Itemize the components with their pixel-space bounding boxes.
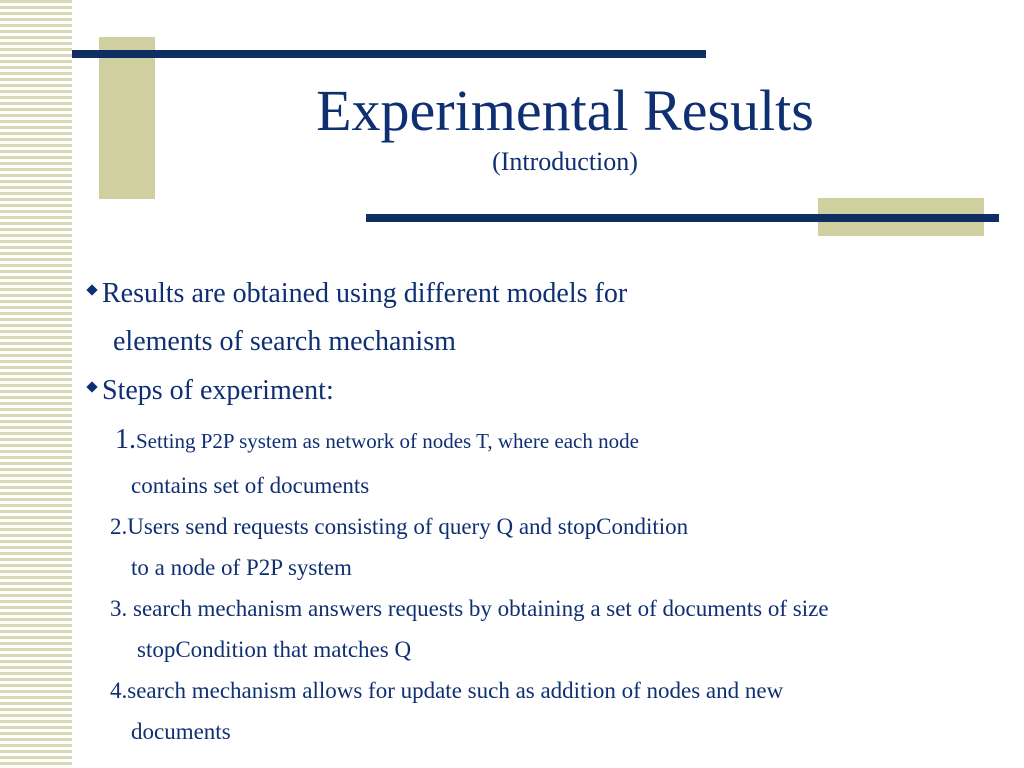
slide-subtitle: (Introduction)	[492, 147, 638, 176]
step-4-line-2: documents	[131, 719, 231, 744]
step-4-line-1: 4.search mechanism allows for update such as addition of nodes and new	[110, 678, 784, 703]
bullet-1-line-2: elements of search mechanism	[113, 326, 456, 357]
step-2-line-1: 2.Users send requests consisting of query Q and stopCondition	[110, 514, 689, 539]
bullet-2-line-1: Steps of experiment:	[88, 375, 334, 407]
step-1-number: 1.	[115, 424, 136, 455]
bullet-1-line-1: Results are obtained using different models for	[88, 278, 627, 310]
step-2-line-2: to a node of P2P system	[131, 555, 352, 580]
diamond-bullet-icon	[86, 284, 97, 295]
diamond-bullet-icon	[86, 381, 97, 392]
step-1-line-1: 1.Setting P2P system as network of nodes T, where each node	[115, 424, 639, 455]
slide-title: Experimental Results	[316, 78, 814, 143]
step-3-line-2: stopCondition that matches Q	[137, 637, 412, 662]
step-1-line-2: contains set of documents	[131, 473, 370, 498]
step-3-line-1: 3. search mechanism answers requests by obtaining a set of documents of size	[110, 596, 829, 621]
